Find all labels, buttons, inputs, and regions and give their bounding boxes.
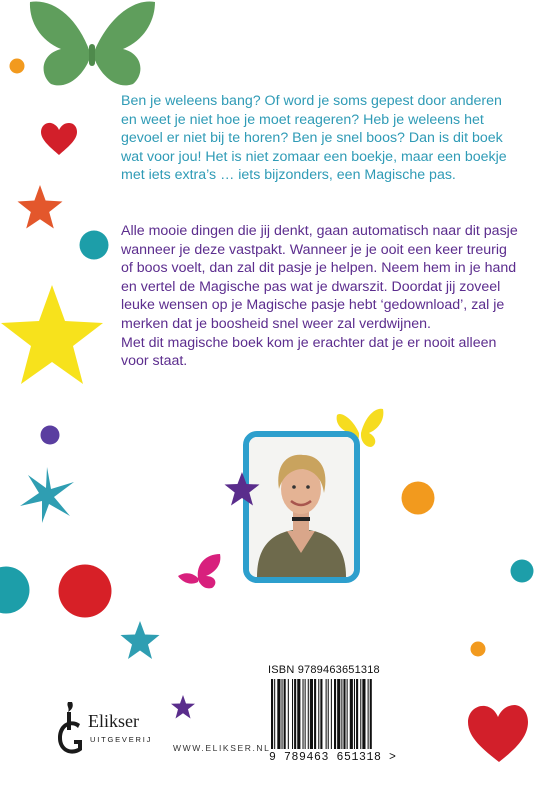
barcode-bar [354, 679, 355, 749]
red-heart-large-icon [466, 702, 530, 764]
barcode-bar [303, 679, 304, 749]
barcode-bar [360, 679, 361, 749]
red-dot [58, 564, 112, 618]
author-portrait-image [249, 437, 354, 577]
publisher-website: WWW.ELIKSER.NL [173, 743, 271, 753]
barcode-bar [297, 679, 300, 749]
barcode-bar [284, 679, 286, 749]
barcode-bar [318, 679, 319, 749]
elikser-logo-icon [52, 700, 88, 760]
teal-spiky-star-icon [18, 466, 76, 524]
orange-dot [9, 58, 25, 74]
pink-butterfly-icon [176, 552, 224, 590]
purple-star-icon [170, 694, 196, 720]
author-photo [243, 431, 360, 583]
barcode-bar [331, 679, 332, 749]
barcode-bar [288, 679, 289, 749]
barcode-bar [370, 679, 372, 749]
yellow-star-icon [0, 283, 106, 387]
teal-dot [79, 230, 109, 260]
intro-text: Ben je weleens bang? Of word je soms gepest door anderen en weet je niet hoe je moet reageren? Heb je weleens het gevoel er niet bij te horen? Ben je snel boos? Dan is dit boek wat voor jou! Het is niet zomaar een boekje, maar een boekje met iets extra’s … iets bijzonders, een Magische pas. [121, 93, 507, 184]
barcode-bar [277, 679, 280, 749]
barcode-bar [334, 679, 336, 749]
barcode-bar [320, 679, 322, 749]
barcode-bar [305, 679, 306, 749]
barcode-bar [310, 679, 313, 749]
barcode-bar [326, 679, 327, 749]
barcode [269, 679, 406, 751]
body-paragraph-1: Alle mooie dingen die jij denkt, gaan automatisch naar dit pasje wanneer je deze vastpakt. Wanneer je je ooit een keer treurig of boos voelt, dan zal dit pasje je helpen. Neem hem in je hand en vertel de Magische pas wat je dwarszit. Doordat jij zoveel leuke wensen op je Magische pasje hebt ‘gedownload’, zal je merken dat je boosheid snel weer zal verdwijnen. [121, 223, 518, 332]
teal-star-icon [119, 620, 161, 660]
barcode-digits: 9 789463 651318 > [269, 751, 397, 764]
publisher-name: Elikser [88, 711, 139, 731]
barcode-bar [337, 679, 340, 749]
barcode-bar [362, 679, 365, 749]
orange-star-icon [16, 184, 64, 230]
green-butterfly-icon [27, 0, 157, 90]
barcode-bar [308, 679, 309, 749]
barcode-bar [328, 679, 329, 749]
barcode-bar [368, 679, 369, 749]
barcode-bar [294, 679, 296, 749]
publisher-subtitle: UITGEVERIJ [90, 735, 153, 744]
body-text [121, 222, 521, 371]
body-paragraph-2: Met dit magische boek kom je erachter dat je er nooit alleen voor staat. [121, 334, 497, 370]
barcode-bar [341, 679, 342, 749]
barcode-bar [343, 679, 345, 749]
orange-dot-tiny [470, 641, 486, 657]
barcode-bar [271, 679, 273, 749]
teal-dot-large [0, 566, 30, 614]
purple-dot [40, 425, 60, 445]
barcode-bar [347, 679, 348, 749]
barcode-bar [274, 679, 275, 749]
barcode-bar [282, 679, 283, 749]
barcode-bar [356, 679, 358, 749]
red-heart-icon [40, 122, 78, 156]
teal-dot-small [510, 559, 534, 583]
orange-dot-medium [401, 481, 435, 515]
purple-star-photo-icon [223, 471, 261, 507]
barcode-bar [292, 679, 293, 749]
isbn-label: ISBN 9789463651318 [268, 664, 380, 676]
barcode-bar [314, 679, 316, 749]
barcode-bar [350, 679, 353, 749]
